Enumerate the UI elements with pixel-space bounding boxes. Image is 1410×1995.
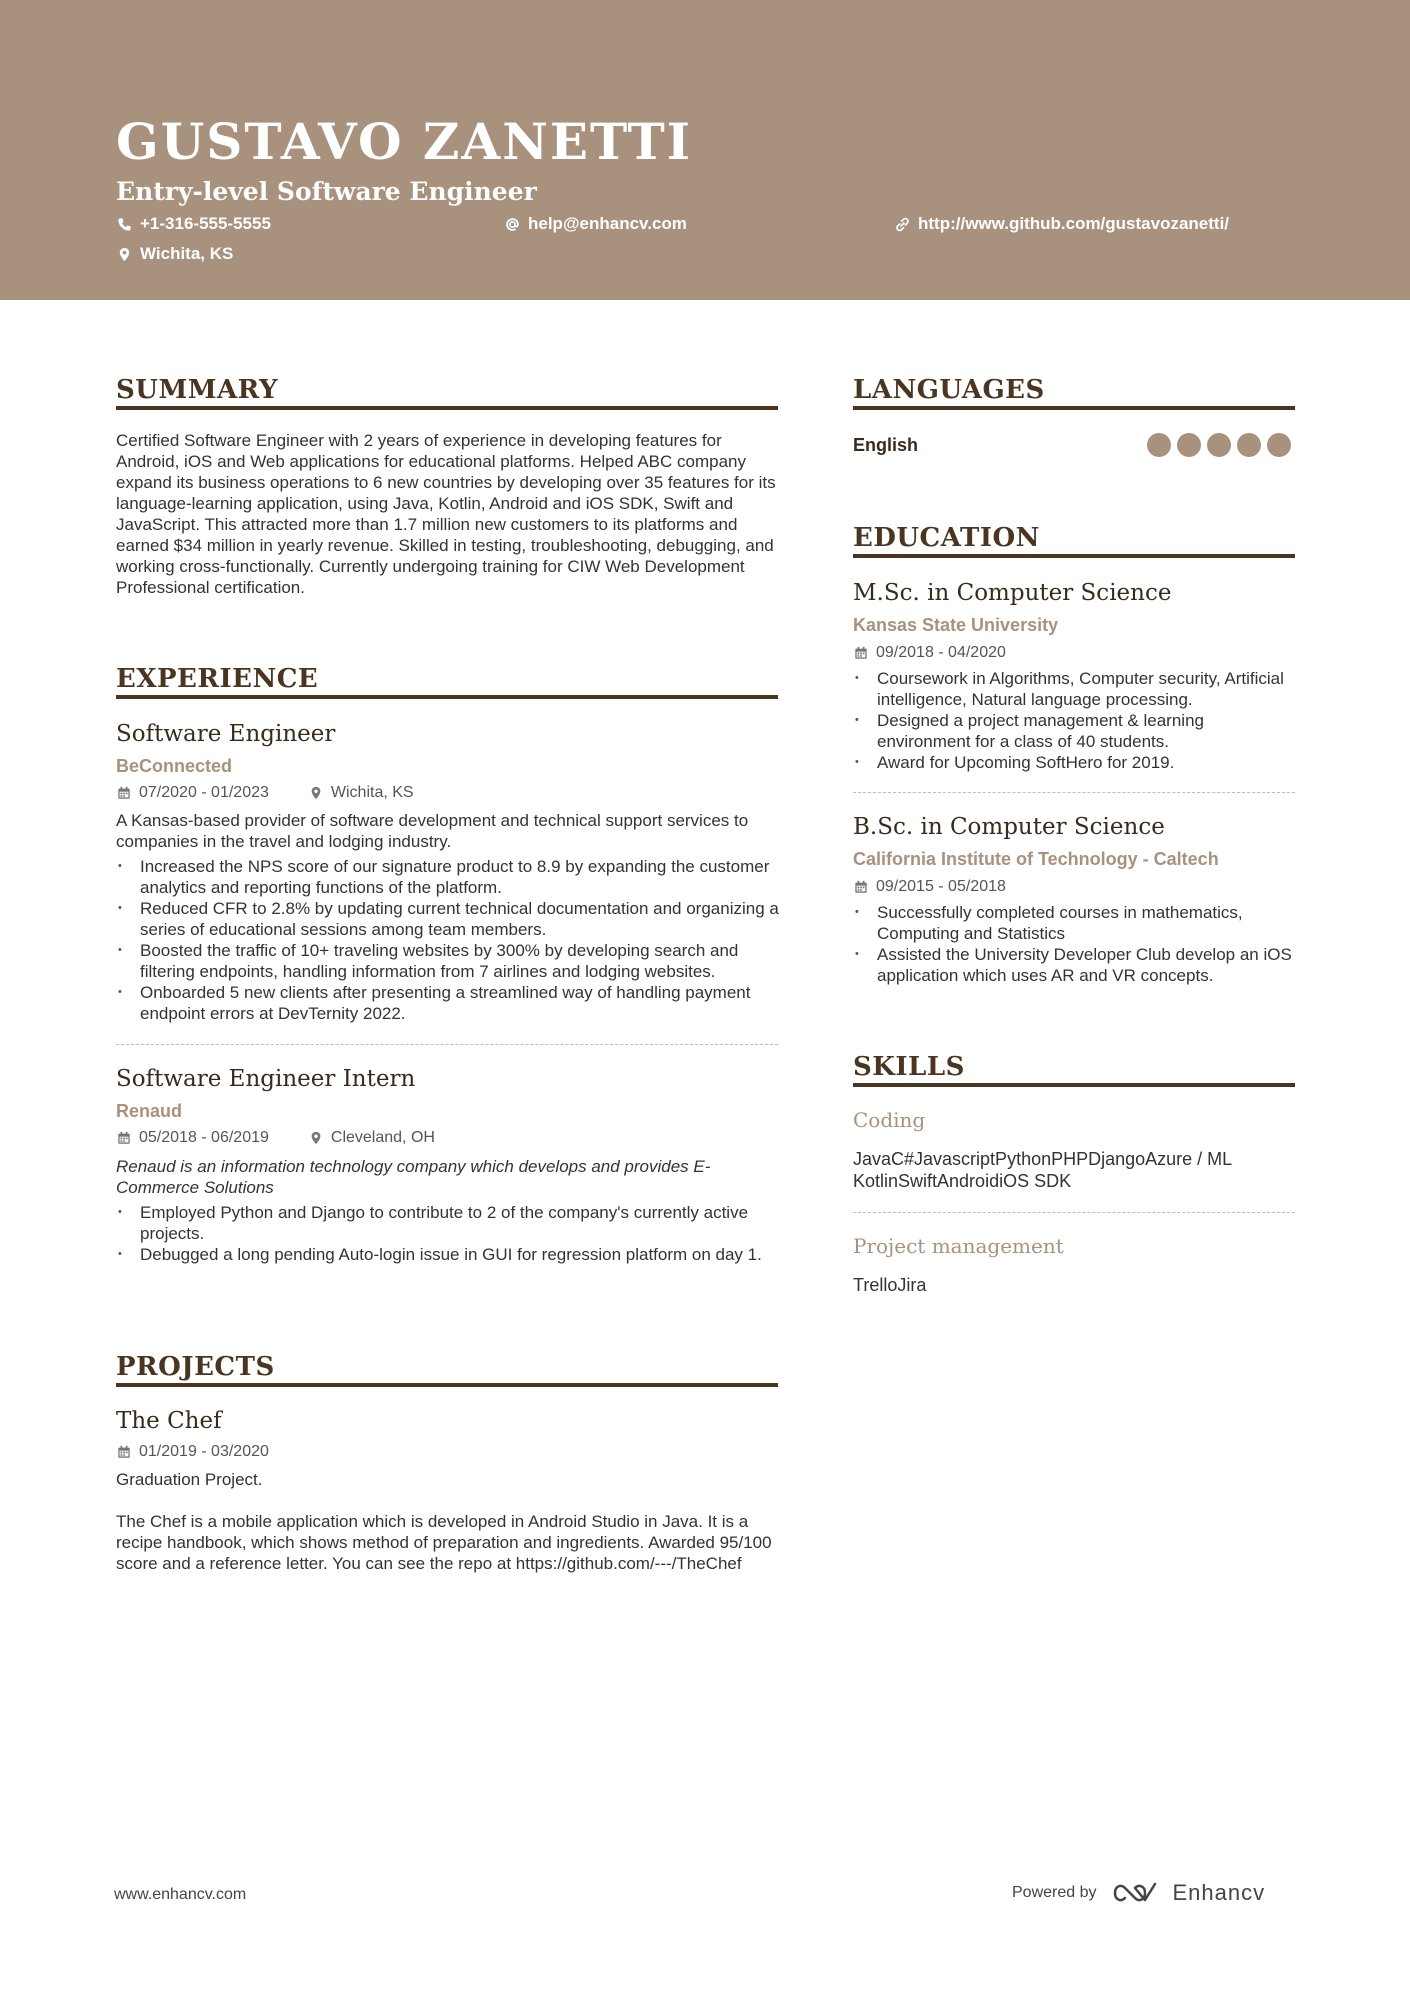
at-icon (505, 217, 520, 232)
divider (116, 1044, 778, 1045)
candidate-title: Entry-level Software Engineer (116, 177, 537, 206)
proficiency-dot (1177, 433, 1201, 457)
divider (853, 1212, 1295, 1213)
job-description: Renaud is an information technology company which develops and provides E-Commerce Solutions (116, 1157, 711, 1197)
contact-email[interactable] (505, 213, 687, 235)
list-item: • Award for Upcoming SoftHero for 2019. (853, 752, 1298, 773)
candidate-name: GUSTAVO ZANETTI (116, 112, 693, 171)
calendar-icon (117, 1131, 131, 1145)
contact-link[interactable] (895, 213, 1229, 235)
experience-heading: EXPERIENCE (116, 664, 319, 694)
calendar-icon (117, 786, 131, 800)
list-item: • Employed Python and Django to contribute to 2 of the company's currently active projects. (116, 1202, 780, 1244)
link-icon (895, 217, 910, 232)
skill-group-name: Coding (853, 1108, 926, 1132)
list-item: • Assisted the University Developer Club develop an iOS application which uses AR and VR concepts. (853, 944, 1298, 986)
proficiency-dot (1207, 433, 1231, 457)
job-meta (117, 1128, 435, 1148)
location-text: Wichita, KS (140, 244, 234, 263)
job-dates: 05/2018 - 06/2019 (139, 1129, 269, 1146)
list-item: • Onboarded 5 new clients after presenting a streamlined way of handling payment endpoint errors at DevTernity 2022. (116, 982, 780, 1024)
job-company: Renaud (116, 1101, 183, 1121)
job-company: BeConnected (116, 756, 233, 776)
job-role: Software Engineer Intern (116, 1066, 416, 1092)
location-pin-icon (309, 786, 323, 800)
project-subtitle: Graduation Project. (116, 1470, 263, 1489)
list-item: • Designed a project management & learning environment for a class of 40 students. (853, 710, 1298, 752)
skills-heading: SKILLS (853, 1052, 965, 1082)
footer-branding[interactable] (1012, 1880, 1265, 1906)
calendar-icon (854, 646, 868, 660)
job-meta (117, 783, 414, 803)
phone-text: +1-316-555-5555 (140, 214, 271, 233)
proficiency-dot (1237, 433, 1261, 457)
skills-rule (853, 1083, 1295, 1087)
list-item: • Coursework in Algorithms, Computer security, Artificial intelligence, Natural language processing. (853, 668, 1298, 710)
education-dates: 09/2018 - 04/2020 (876, 644, 1006, 661)
job-location: Cleveland, OH (330, 1129, 435, 1146)
job-bullets (116, 856, 780, 1024)
proficiency-dot (1267, 433, 1291, 457)
calendar-icon (117, 1445, 131, 1459)
location-pin-icon (309, 1131, 323, 1145)
languages-rule (853, 406, 1295, 410)
languages-heading: LANGUAGES (853, 375, 1045, 405)
education-degree: B.Sc. in Computer Science (853, 814, 1165, 840)
language-level-dots (1147, 433, 1291, 457)
project-name: The Chef (116, 1408, 222, 1434)
link-text: http://www.github.com/gustavozanetti/ (918, 214, 1230, 233)
divider (853, 792, 1295, 793)
language-name: English (853, 435, 919, 455)
calendar-icon (854, 880, 868, 894)
job-description: A Kansas-based provider of software development and technical support services to companies in the travel and lodging industry. (116, 811, 749, 851)
list-item: • Reduced CFR to 2.8% by updating current technical documentation and organizing a series of educational sessions among team members. (116, 898, 780, 940)
email-text: help@enhancv.com (528, 214, 687, 233)
experience-rule (116, 695, 778, 699)
skill-list-line: JavaC#JavascriptPythonPHPDjangoAzure / ML (853, 1149, 1233, 1169)
education-school: California Institute of Technology - Caltech (853, 849, 1219, 869)
list-item: • Successfully completed courses in mathematics, Computing and Statistics (853, 902, 1298, 944)
resume-header (0, 0, 1410, 300)
education-bullets (853, 668, 1298, 773)
summary-text: Certified Software Engineer with 2 years of experience in developing features for Android, iOS and Web applications for educational platforms. Helped ABC company expand its business operations to 6 new countries by developing over 35 features for its language-learning application, using Java, Kotlin, Android and iOS SDK, Swift and JavaScript. This attracted more than 1.7 million new customers to its platforms and earned $34 million in yearly revenue. Skilled in testing, troubleshooting, debugging, and working cross-functionally. Currently undergoing training for CIW Web Development Professional certification. (116, 431, 776, 597)
brand-name: Enhancv (1172, 1880, 1266, 1905)
enhancv-logo-icon (1111, 1880, 1159, 1906)
skill-list-line: TrelloJira (853, 1275, 927, 1295)
education-meta (854, 643, 1006, 663)
education-bullets (853, 902, 1298, 986)
education-degree: M.Sc. in Computer Science (853, 580, 1172, 606)
job-role: Software Engineer (116, 721, 336, 747)
location-pin-icon (117, 247, 132, 262)
job-dates: 07/2020 - 01/2023 (139, 784, 269, 801)
job-location: Wichita, KS (330, 784, 414, 801)
project-description: The Chef is a mobile application which is developed in Android Studio in Java. It is a recipe handbook, which shows method of preparation and ingredients. Awarded 95/100 score and a reference letter. You can see the repo at https://github.com/---/TheChef (116, 1512, 772, 1573)
powered-by-text: Powered by (1012, 1884, 1097, 1901)
education-school: Kansas State University (853, 615, 1059, 635)
education-dates: 09/2015 - 05/2018 (876, 878, 1006, 895)
skill-list-line: KotlinSwiftAndroidiOS SDK (853, 1171, 1072, 1191)
project-dates: 01/2019 - 03/2020 (139, 1443, 269, 1460)
summary-heading: SUMMARY (116, 375, 279, 405)
list-item: • Boosted the traffic of 10+ traveling websites by 300% by developing search and filtering endpoints, handling information from 7 airlines and lodging websites. (116, 940, 780, 982)
education-rule (853, 554, 1295, 558)
projects-heading: PROJECTS (116, 1352, 275, 1382)
summary-rule (116, 406, 778, 410)
footer-website[interactable]: www.enhancv.com (114, 1886, 247, 1903)
contact-location (117, 243, 233, 265)
proficiency-dot (1147, 433, 1171, 457)
list-item: • Increased the NPS score of our signature product to 8.9 by expanding the customer analytics and reporting functions of the platform. (116, 856, 780, 898)
education-heading: EDUCATION (853, 523, 1040, 553)
contact-phone[interactable] (117, 213, 271, 235)
skill-group-name: Project management (853, 1234, 1064, 1258)
phone-icon (117, 217, 132, 232)
project-meta (117, 1442, 269, 1462)
education-meta (854, 877, 1006, 897)
projects-rule (116, 1383, 778, 1387)
job-bullets (116, 1202, 780, 1265)
list-item: • Debugged a long pending Auto-login issue in GUI for regression platform on day 1. (116, 1244, 780, 1265)
